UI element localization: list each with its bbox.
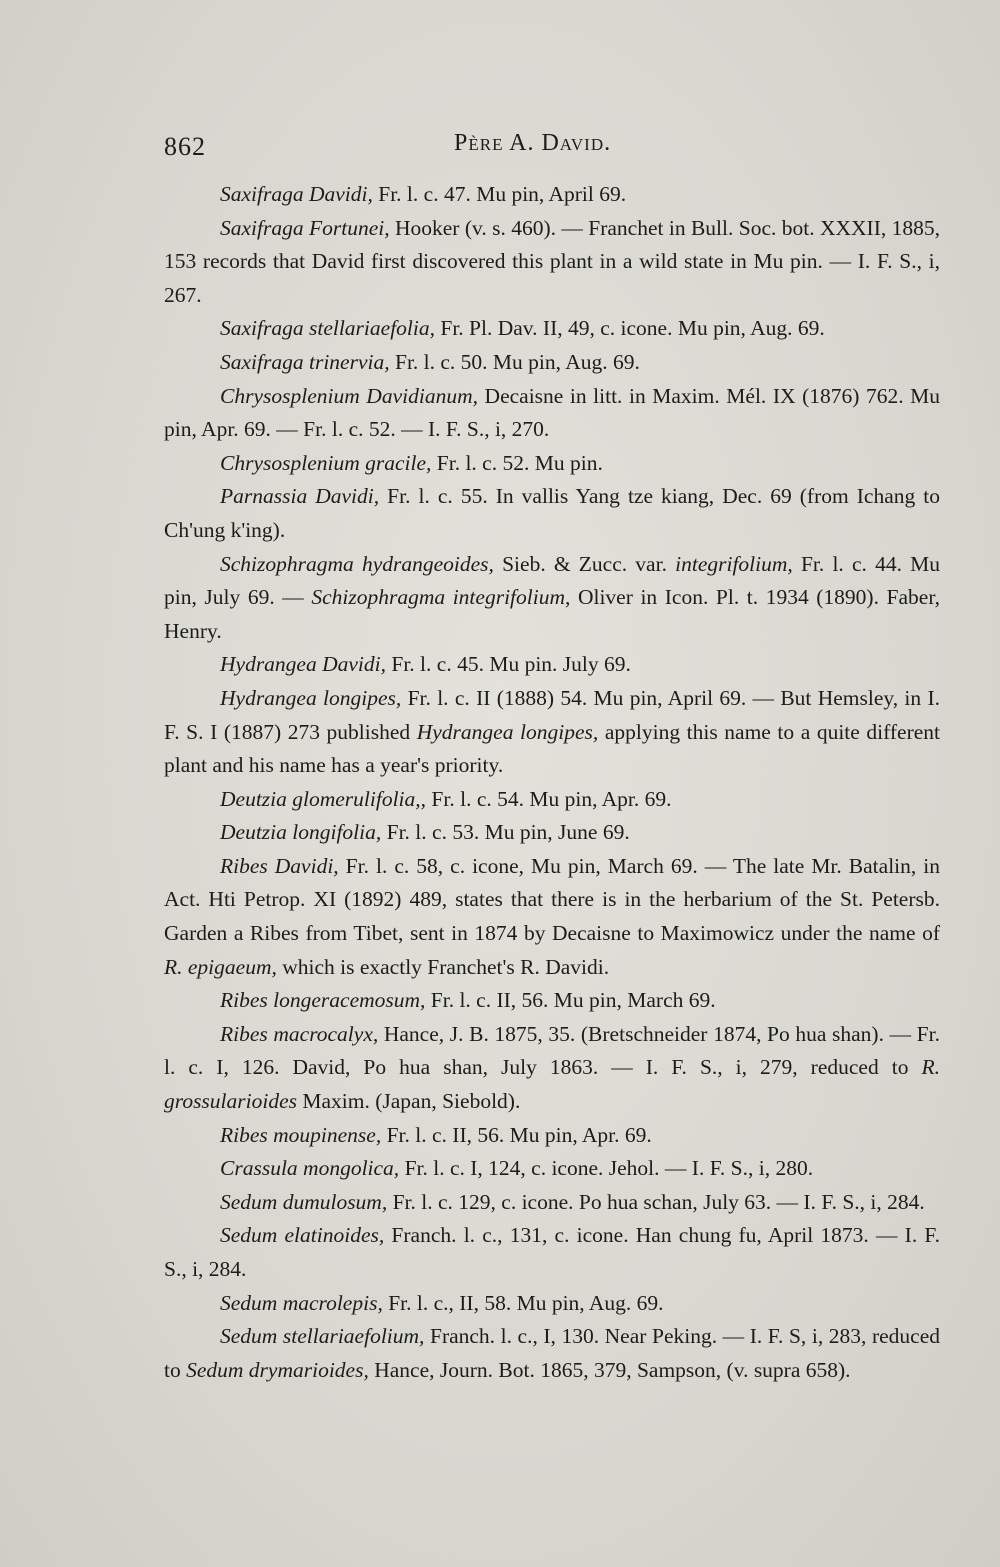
entry-text: Fr. l. c. II, 56. Mu pin, Apr. 69.	[381, 1122, 652, 1147]
species-name: Chrysosplenium Davidianum,	[220, 383, 478, 408]
entry-text: Fr. Pl. Dav. II, 49, c. icone. Mu pin, Aug. 69.	[435, 316, 825, 341]
entry-text: Franch. l. c., 131, c. icone. Han chung fu, April 1873. — I. F. S., i, 284.	[164, 1223, 940, 1281]
entry	[164, 648, 940, 682]
entry	[164, 1287, 940, 1321]
page-number: 862	[164, 132, 206, 161]
entry	[164, 346, 940, 380]
entry-text: Fr. l. c. 44. Mu pin, July 69. —	[164, 551, 940, 610]
entry	[164, 178, 940, 212]
entry	[164, 1186, 940, 1220]
entry-text: Fr. l. c. I, 124, c. icone. Jehol. — I. F. S., i, 280.	[399, 1156, 814, 1181]
entry	[164, 380, 940, 447]
entry	[164, 816, 940, 850]
page-header	[164, 128, 940, 164]
species-name: R. grossularioides	[164, 1055, 940, 1114]
species-name: Hydrangea longipes,	[416, 719, 599, 744]
entry	[164, 783, 940, 817]
species-name: Parnassia Davidi,	[220, 484, 380, 509]
species-name: Sedum stellariaefolium,	[220, 1324, 425, 1349]
entry-text: Oliver in Icon. Pl. t. 1934 (1890). Faber, Henry.	[164, 585, 940, 643]
entry	[164, 548, 940, 649]
entry-text: Sieb. & Zucc. var.	[493, 551, 676, 576]
species-name: Ribes macrocalyx,	[220, 1021, 379, 1046]
entry-text: Fr. l. c. 129, c. icone. Po hua schan, July 63. — I. F. S., i, 284.	[387, 1189, 925, 1214]
species-name: Deutzia longifolia,	[220, 820, 382, 845]
running-title: Père A. David.	[454, 130, 612, 156]
entry-text: Fr. l. c. 47. Mu pin, April 69.	[372, 182, 627, 206]
entry-text: Fr. l. c. 45. Mu pin. July 69.	[386, 652, 631, 677]
entry-text: Fr. l. c. 53. Mu pin, June 69.	[381, 820, 630, 845]
entry-text: Fr. l. c., II, 58. Mu pin, Aug. 69.	[382, 1290, 664, 1315]
entry-text: Franch. l. c., I, 130. Near Peking. — I. F. S, i, 283, reduced to	[164, 1324, 940, 1382]
species-name: Hydrangea Davidi,	[220, 652, 386, 677]
species-name: Crassula mongolica,	[220, 1156, 400, 1181]
entry	[164, 480, 940, 547]
species-name: Saxifraga trinervia,	[220, 349, 390, 374]
entry	[164, 682, 940, 783]
entry-text: Fr. l. c. 58, c. icone, Mu pin, March 69. — The late Mr. Batalin, in Act. Hti Petrop. XI (1892) 489, states that there is in the herbarium of the St. Petersb. Garden a Ribes from Tibet, sent in 1874 by Decaisne to Maximowicz under the name of	[164, 853, 940, 946]
entry-text: Fr. l. c. 52. Mu pin.	[431, 450, 603, 475]
species-name: Sedum drymarioides,	[186, 1357, 369, 1382]
species-name: integrifolium,	[675, 551, 793, 576]
entry	[164, 850, 940, 984]
species-name: Sedum macrolepis,	[220, 1290, 383, 1315]
species-name: Ribes Davidi,	[220, 853, 339, 878]
entry	[164, 1320, 940, 1387]
entry-text: Fr. l. c. II (1888) 54. Mu pin, April 69. — But Hemsley, in I. F. S. I (1887) 273 published	[164, 685, 940, 744]
species-name: Saxifraga Davidi,	[220, 182, 373, 206]
entry-text: Maxim. (Japan, Siebold).	[297, 1089, 521, 1114]
entry-text: applying this name to a quite different plant and his name has a year's priority.	[164, 719, 941, 778]
species-name: Chrysosplenium gracile,	[220, 450, 432, 475]
species-name: Sedum dumulosum,	[220, 1189, 388, 1214]
species-name: Ribes longeracemosum,	[220, 988, 426, 1013]
entry	[164, 212, 940, 313]
entry-text: Fr. l. c. 50. Mu pin, Aug. 69.	[389, 349, 640, 374]
entry	[164, 312, 940, 346]
species-name: Schizophragma hydrangeoides,	[220, 551, 494, 576]
entry-text: Hance, Journ. Bot. 1865, 379, Sampson, (v. supra 658).	[368, 1357, 851, 1382]
species-name: Hydrangea longipes,	[220, 685, 402, 710]
entry-text: Decaisne in litt. in Maxim. Mél. IX (1876) 762. Mu pin, Apr. 69. — Fr. l. c. 52. — I. F. S., i, 270.	[164, 383, 941, 442]
entry	[164, 447, 940, 481]
species-name: Ribes moupinense,	[220, 1122, 382, 1147]
entry-text: Fr. l. c. 54. Mu pin, Apr. 69.	[426, 786, 672, 811]
entry	[164, 1018, 940, 1119]
entry-text: Hooker (v. s. 460). — Franchet in Bull. Soc. bot. XXXII, 1885, 153 records that David first discovered this plant in a wild state in Mu pin. — I. F. S., i, 267.	[164, 215, 940, 307]
entry	[164, 984, 940, 1018]
species-name: Saxifraga Fortunei,	[220, 215, 390, 240]
entry	[164, 1152, 940, 1186]
entry	[164, 1219, 940, 1286]
entry-text: Fr. l. c. II, 56. Mu pin, March 69.	[425, 988, 716, 1013]
species-name: R. epigaeum,	[164, 954, 277, 979]
species-name: Deutzia glomerulifolia,,	[220, 786, 427, 811]
entry-text: which is exactly Franchet's R. Davidi.	[276, 954, 610, 979]
entry-text: Fr. l. c. 55. In vallis Yang tze kiang, Dec. 69 (from Ichang to Ch'ung k'ing).	[164, 484, 940, 542]
species-name: Schizophragma integrifolium,	[311, 585, 571, 610]
text-body	[164, 178, 940, 1387]
entry	[164, 1119, 940, 1153]
entry-text: Hance, J. B. 1875, 35. (Bretschneider 1874, Po hua shan). — Fr. l. c. I, 126. David, Po hua shan, July 1863. — I. F. S., i, 279, reduced to	[164, 1021, 940, 1080]
species-name: Saxifraga stellariaefolia,	[220, 316, 435, 341]
species-name: Sedum elatinoides,	[220, 1223, 385, 1248]
